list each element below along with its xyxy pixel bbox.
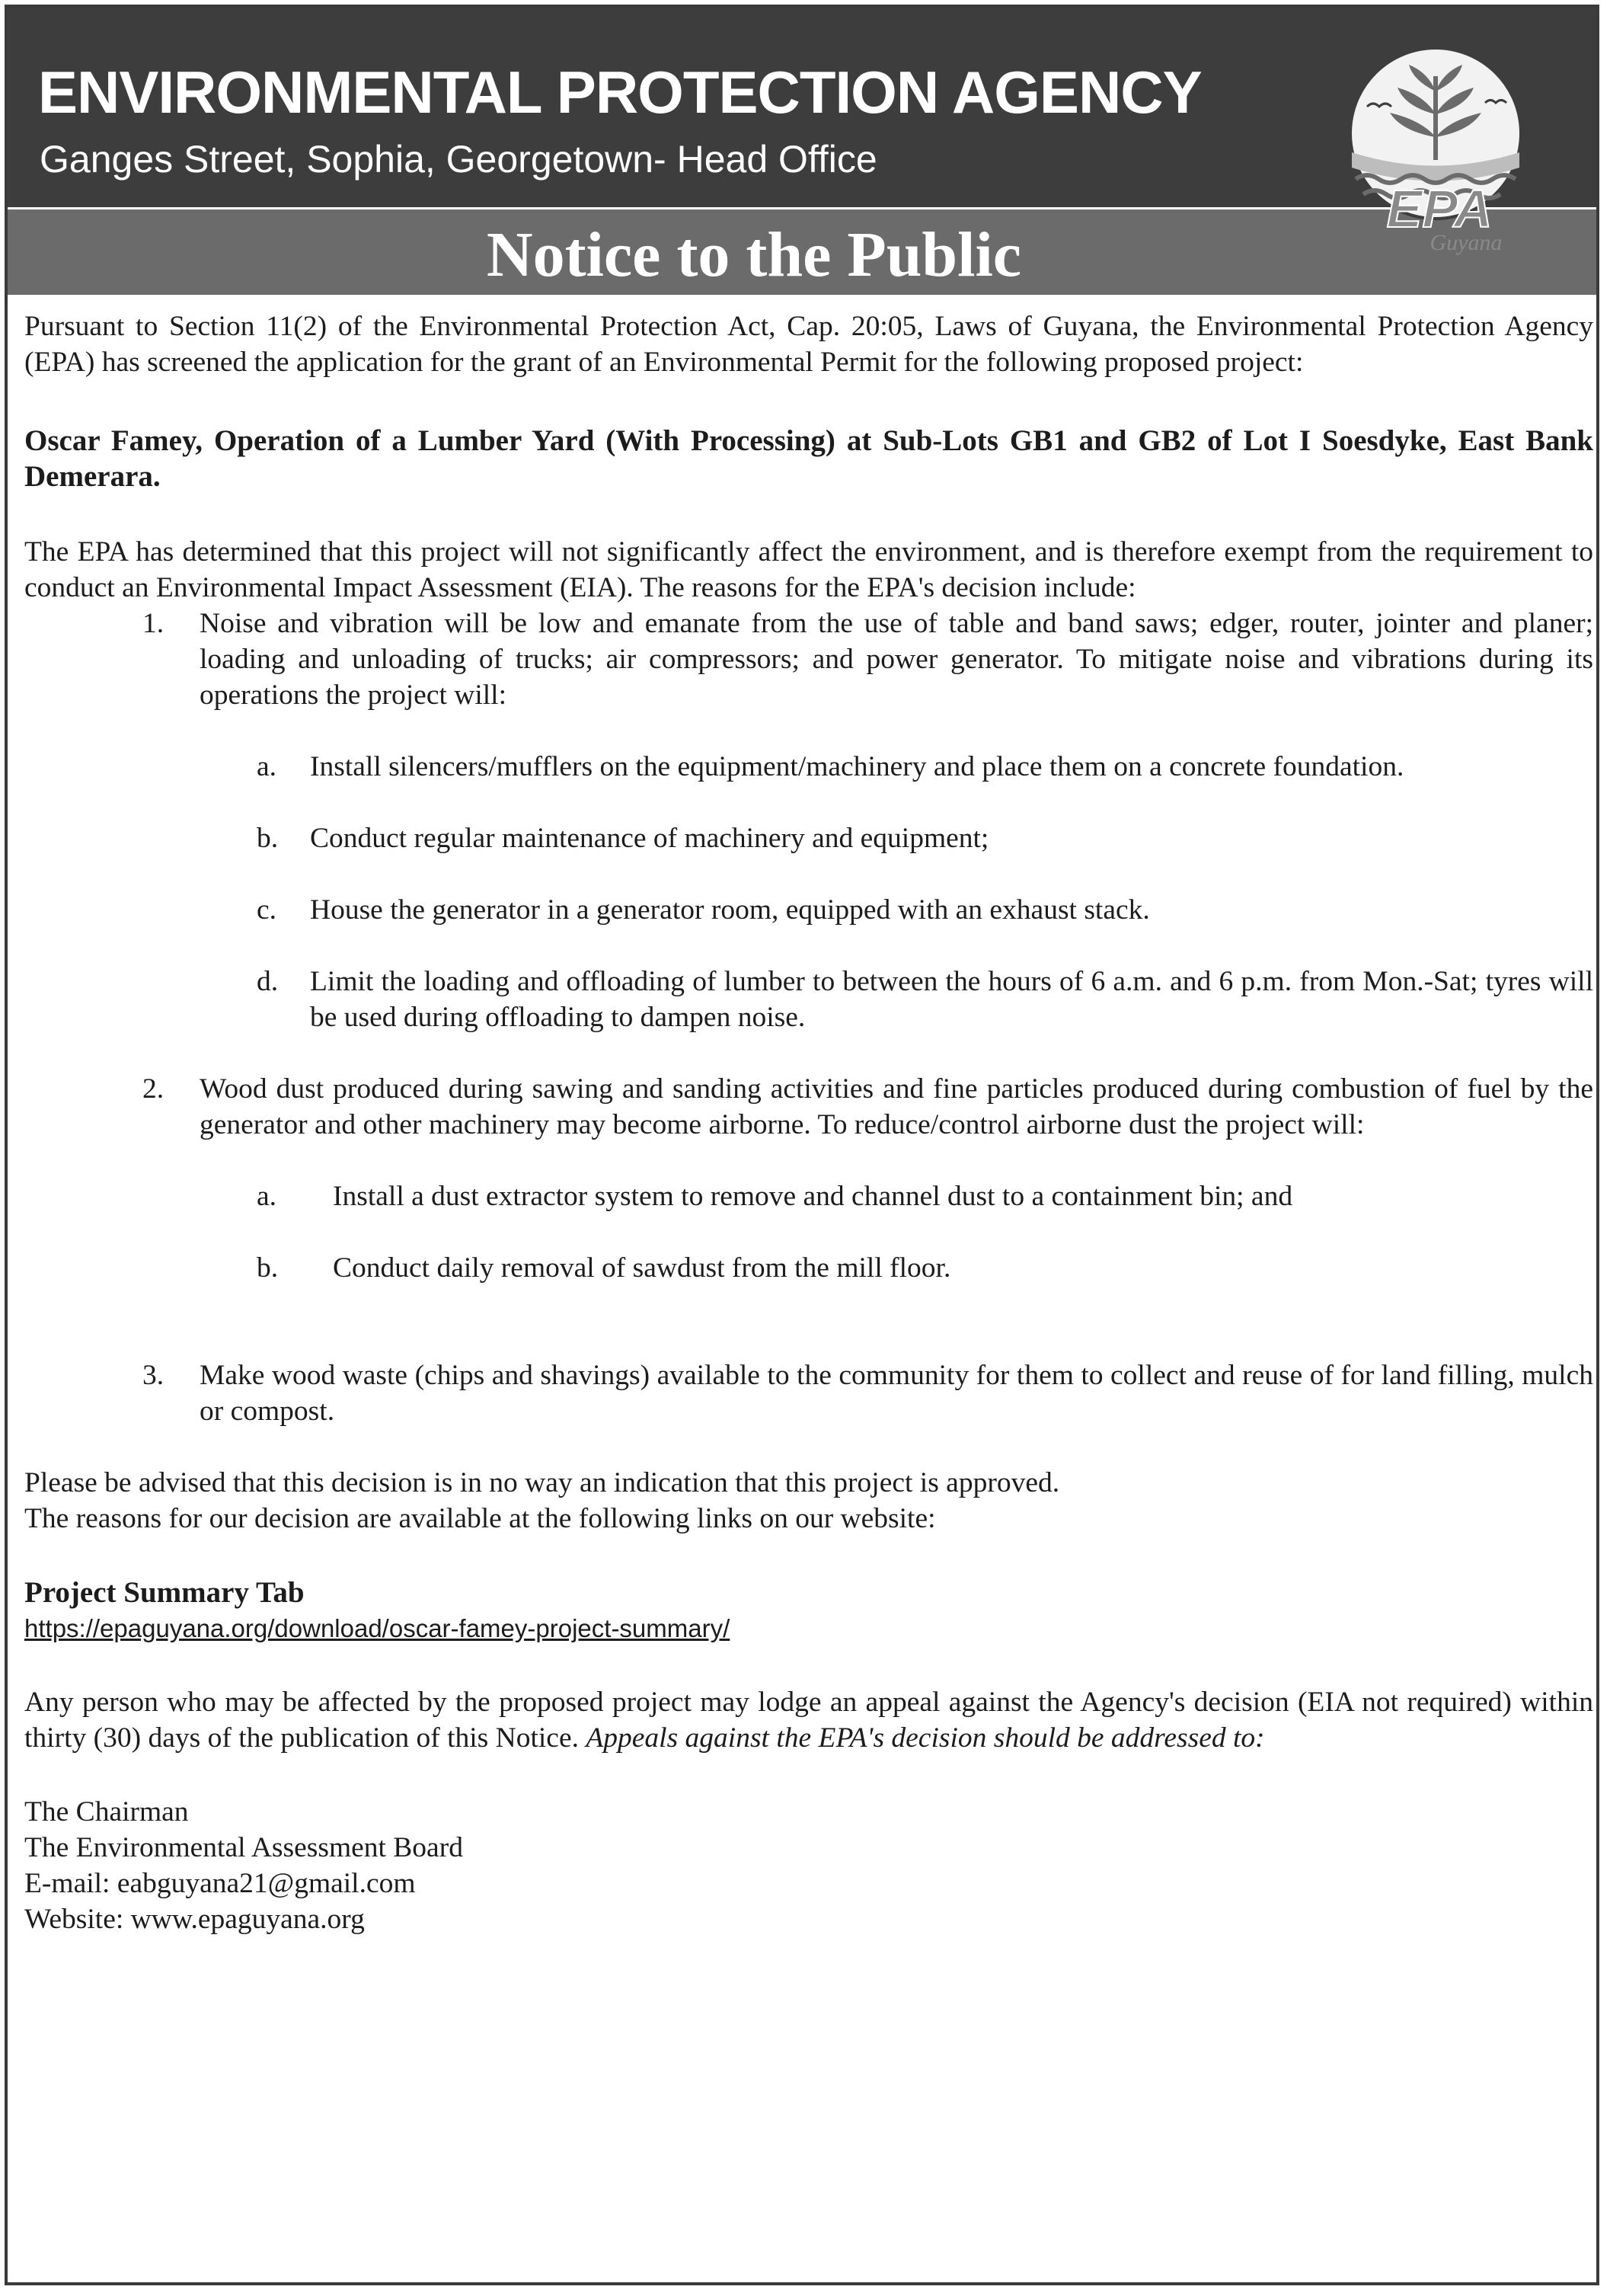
measure-letter: d.	[257, 966, 279, 997]
measure-text: Install silencers/mufflers on the equipment/machinery and place them on a concrete foundation.	[310, 751, 1404, 782]
reason-number: 2.	[142, 1073, 165, 1105]
measure-text: Limit the loading and offloading of lumber to between the hours of 6 a.m. and 6 p.m. from Mon.-Sat; tyres will be used during offloading to dampen noise.	[310, 966, 1593, 1033]
measure-item	[24, 892, 1593, 928]
measure-letter: a.	[257, 1181, 277, 1212]
measure-letter: b.	[257, 1252, 279, 1284]
reason-item	[24, 606, 1593, 713]
reason-item	[24, 1357, 1593, 1429]
appeal-paragraph	[24, 1684, 1593, 1756]
notice-frame	[5, 5, 1599, 2285]
logo-text: EPA	[1386, 179, 1493, 238]
advisory-line: Please be advised that this decision is in no way an indication that this project is approved.	[24, 1467, 1060, 1498]
reason-number: 3.	[142, 1360, 165, 1391]
agency-name: ENVIRONMENTAL PROTECTION AGENCY	[38, 59, 1202, 126]
measure-text: Conduct regular maintenance of machinery and equipment;	[310, 823, 989, 854]
notice-title: Notice to the Public	[486, 219, 1022, 290]
reason-text: Make wood waste (chips and shavings) available to the community for them to collect and reuse of for land filling, mulch or compost.	[200, 1360, 1593, 1427]
reason-number: 1.	[142, 608, 165, 639]
reason-item	[24, 1071, 1593, 1143]
project-summary-heading: Project Summary Tab	[24, 1576, 305, 1609]
measure-letter: c.	[257, 894, 277, 926]
intro-paragraph: Pursuant to Section 11(2) of the Environmental Protection Act, Cap. 20:05, Laws of Guyana, the Environmental Protection Agency (EPA) has screened the application for the grant of an Environmental Permit for the following proposed project:	[24, 311, 1593, 378]
measure-text: House the generator in a generator room, equipped with an exhaust stack.	[310, 894, 1150, 926]
reason-text: Wood dust produced during sawing and sanding activities and fine particles produced during combustion of fuel by the generator and other machinery may become airborne. To reduce/control airborne dust the project will:	[200, 1073, 1593, 1140]
contact-email: E-mail: eabguyana21@gmail.com	[24, 1868, 416, 1899]
epa-logo	[1337, 46, 1542, 259]
measure-item	[24, 964, 1593, 1035]
measure-letter: b.	[257, 823, 279, 854]
appeal-italic-text: Appeals against the EPA's decision should be addressed to:	[586, 1722, 1265, 1754]
contact-organization: The Environmental Assessment Board	[24, 1832, 463, 1863]
project-title: Oscar Famey, Operation of a Lumber Yard (With Processing) at Sub-Lots GB1 and GB2 of Lot I Soesdyke, East Bank Demerara.	[24, 424, 1593, 493]
notice-body	[24, 309, 1593, 1937]
measure-item	[24, 820, 1593, 856]
measure-text: Conduct daily removal of sawdust from the mill floor.	[333, 1252, 951, 1284]
measure-item	[24, 1250, 1593, 1286]
measure-item	[24, 749, 1593, 785]
measure-text: Install a dust extractor system to remove and channel dust to a containment bin; and	[333, 1181, 1293, 1212]
contact-name: The Chairman	[24, 1796, 189, 1828]
agency-address: Ganges Street, Sophia, Georgetown- Head Office	[40, 138, 877, 181]
reason-text: Noise and vibration will be low and emanate from the use of table and band saws; edger, router, jointer and planer; loading and unloading of trucks; air compressors; and power generator. To mitigate noise and vibrations during its operations the project will:	[200, 608, 1593, 711]
project-summary-link[interactable]: https://epaguyana.org/download/oscar-famey-project-summary/	[24, 1614, 730, 1642]
advisory-line: The reasons for our decision are available at the following links on our website:	[24, 1503, 936, 1534]
logo-subtext: Guyana	[1430, 230, 1503, 255]
appeal-text: Any person who may be affected by the proposed project may lodge an appeal against the Agency's decision (EIA not required) within thirty (30) days of the publication of this Notice.	[24, 1687, 1593, 1754]
determination-paragraph: The EPA has determined that this project will not significantly affect the environment, and is therefore exempt from the requirement to conduct an Environmental Impact Assessment (EIA). The reasons for the EPA's decision include:	[24, 536, 1593, 603]
measure-letter: a.	[257, 751, 277, 782]
measure-item	[24, 1178, 1593, 1214]
contact-website: Website: www.epaguyana.org	[24, 1904, 365, 1935]
